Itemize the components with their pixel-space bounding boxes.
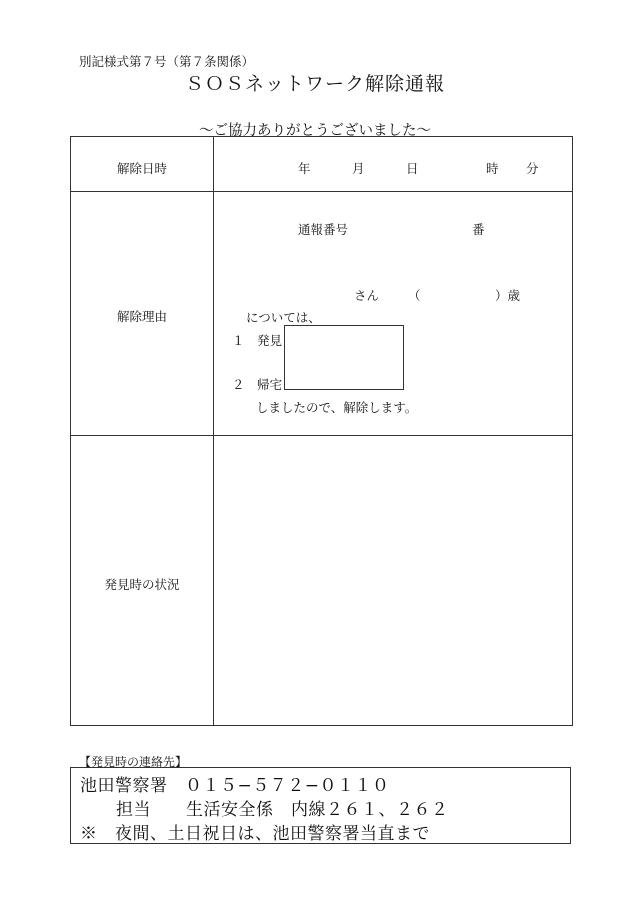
age-open-paren: （ bbox=[408, 288, 421, 303]
after-hours-note: ※ 夜間、土日祝日は、池田警察署当直まで bbox=[80, 824, 430, 844]
form-number: 別記様式第７号（第７条関係） bbox=[79, 54, 255, 69]
day-label: 日 bbox=[406, 161, 419, 176]
document-title: ＳＯＳネットワーク解除通報 bbox=[184, 73, 445, 95]
release-datetime-label: 解除日時 bbox=[116, 161, 167, 176]
document-subtitle: 〜ご協力ありがとうございました〜 bbox=[199, 123, 431, 139]
option-returned-home: ２ 帰宅 bbox=[232, 377, 283, 392]
discovery-situation-label: 発見時の状況 bbox=[104, 577, 180, 592]
option-found: １ 発見 bbox=[232, 333, 283, 348]
column-divider bbox=[213, 137, 214, 725]
year-label: 年 bbox=[298, 161, 311, 176]
month-label: 月 bbox=[352, 161, 365, 176]
report-number-label: 通報番号 bbox=[298, 222, 349, 237]
contact-box bbox=[70, 767, 571, 844]
release-report-table bbox=[70, 136, 573, 726]
age-close-paren-label: ）歳 bbox=[495, 288, 521, 303]
release-reason-label: 解除理由 bbox=[116, 309, 167, 324]
person-san-label: さん bbox=[354, 288, 380, 303]
contact-section-label: 【発見時の連絡先】 bbox=[79, 755, 188, 769]
release-closing-text: しましたので、解除します。 bbox=[256, 400, 418, 415]
police-station-phone: 池田警察署 ０１５−５７２−０１１０ bbox=[80, 776, 390, 796]
reason-option-box bbox=[284, 325, 404, 390]
minute-label: 分 bbox=[526, 161, 539, 176]
report-number-suffix: 番 bbox=[472, 222, 485, 237]
about-text: については、 bbox=[246, 310, 321, 325]
row-divider-1 bbox=[71, 191, 572, 192]
row-divider-2 bbox=[71, 435, 572, 436]
contact-person-extension: 担当 生活安全係 内線２６１、２６２ bbox=[116, 800, 449, 820]
hour-label: 時 bbox=[486, 161, 499, 176]
